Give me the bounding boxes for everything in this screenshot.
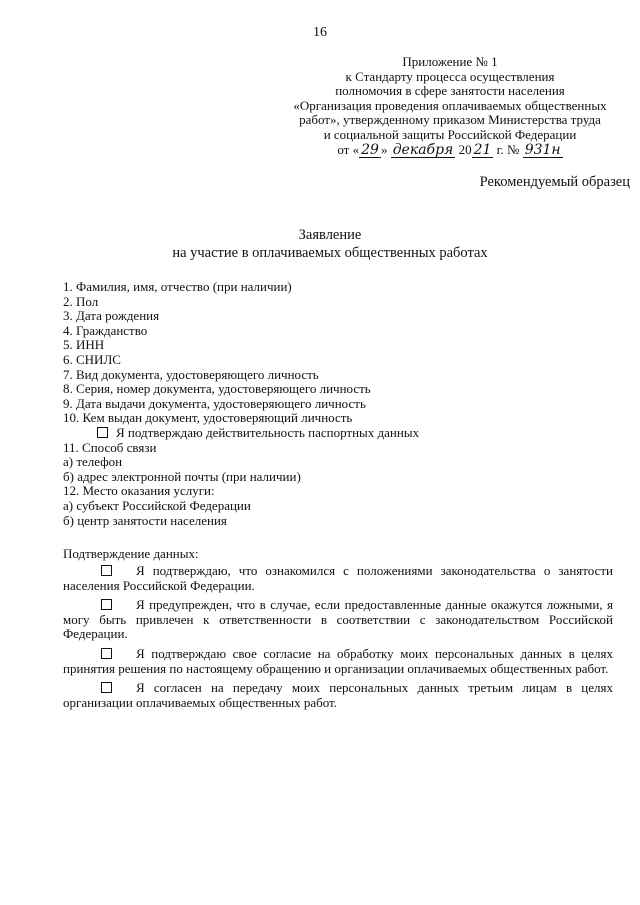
confirmation-text: Я подтверждаю, что ознакомился с положениями законодательства о занятости населения Российской Федерации.: [63, 563, 613, 593]
order-date-line: [285, 143, 615, 158]
passport-confirm-row: [63, 426, 623, 441]
confirmation-text: Я предупрежден, что в случае, если предоставленные данные окажутся ложными, я могу быть привлечен к ответственности в соответствии с законодательством Российской Федерации.: [63, 597, 613, 642]
appendix-line: Приложение № 1: [402, 54, 498, 69]
field-id-document-issuer: 10. Кем выдан документ, удостоверяющий личность: [63, 410, 353, 426]
date-year-print: 20: [458, 141, 472, 157]
confirmation-checkbox[interactable]: [101, 565, 112, 576]
field-birth-date: 3. Дата рождения: [63, 308, 160, 324]
confirmation-heading: Подтверждение данных:: [63, 546, 199, 561]
contact-phone: а) телефон: [63, 454, 123, 470]
date-year-hand: 21: [473, 141, 492, 158]
appendix-line: «Организация проведения оплачиваемых общественных: [293, 97, 607, 113]
title-line-2: на участие в оплачиваемых общественных работах: [172, 245, 488, 261]
recommended-sample-label: Рекомендуемый образец: [479, 174, 630, 190]
appendix-line: полномочия в сфере занятости населения: [335, 83, 565, 99]
field-id-document-number: 8. Серия, номер документа, удостоверяющего личность: [63, 381, 371, 397]
appendix-line: работ», утвержденному приказом Министерства труда: [299, 112, 601, 128]
service-place-subject: а) субъект Российской Федерации: [63, 497, 251, 513]
date-day: 29: [361, 141, 379, 158]
appendix-line: и социальной защиты Российской Федерации: [323, 126, 577, 142]
passport-confirm-label: Я подтверждаю действительность паспортных данных: [116, 424, 420, 440]
field-full-name: 1. Фамилия, имя, отчество (при наличии): [63, 279, 292, 294]
confirmation-text: Я подтверждаю свое согласие на обработку моих персональных данных в целях принятия решения по настоящему обращению и организации оплачиваемых общественных работ.: [63, 645, 613, 676]
date-month: декабря: [392, 141, 454, 158]
confirmation-item: [63, 598, 613, 642]
field-sex: 2. Пол: [63, 293, 99, 309]
date-suffix: г. №: [496, 141, 520, 157]
confirmation-item: [63, 647, 613, 676]
field-snils: 6. СНИЛС: [63, 351, 121, 367]
date-mid: »: [380, 141, 388, 157]
appendix-line: к Стандарту процесса осуществления: [345, 68, 555, 84]
date-prefix: от «: [337, 141, 360, 157]
passport-confirm-checkbox[interactable]: [97, 427, 108, 438]
field-id-document-type: 7. Вид документа, удостоверяющего личность: [63, 366, 319, 382]
confirmation-checkbox[interactable]: [101, 599, 112, 610]
application-fields: [63, 280, 623, 528]
contact-method-heading: 11. Способ связи: [63, 439, 157, 455]
field-citizenship: 4. Гражданство: [63, 322, 148, 338]
order-number: 931н: [524, 141, 561, 158]
confirmation-item: [63, 681, 613, 710]
appendix-block: [285, 55, 615, 158]
field-inn: 5. ИНН: [63, 337, 105, 353]
data-confirmation-section: [63, 547, 613, 715]
service-place-center: б) центр занятости населения: [63, 512, 227, 528]
confirmation-checkbox[interactable]: [101, 648, 112, 659]
service-place-heading: 12. Место оказания услуги:: [63, 483, 215, 499]
page-number: 16: [313, 25, 327, 40]
field-id-document-issue-date: 9. Дата выдачи документа, удостоверяющего личность: [63, 395, 366, 411]
title-line-1: Заявление: [298, 227, 362, 243]
confirmation-checkbox[interactable]: [101, 682, 112, 693]
document-title: [0, 226, 640, 262]
confirmation-item: [63, 564, 613, 593]
confirmation-text: Я согласен на передачу моих персональных данных третьим лицам в целях организации оплачиваемых общественных работ.: [63, 680, 613, 710]
contact-email: б) адрес электронной почты (при наличии): [63, 468, 301, 484]
